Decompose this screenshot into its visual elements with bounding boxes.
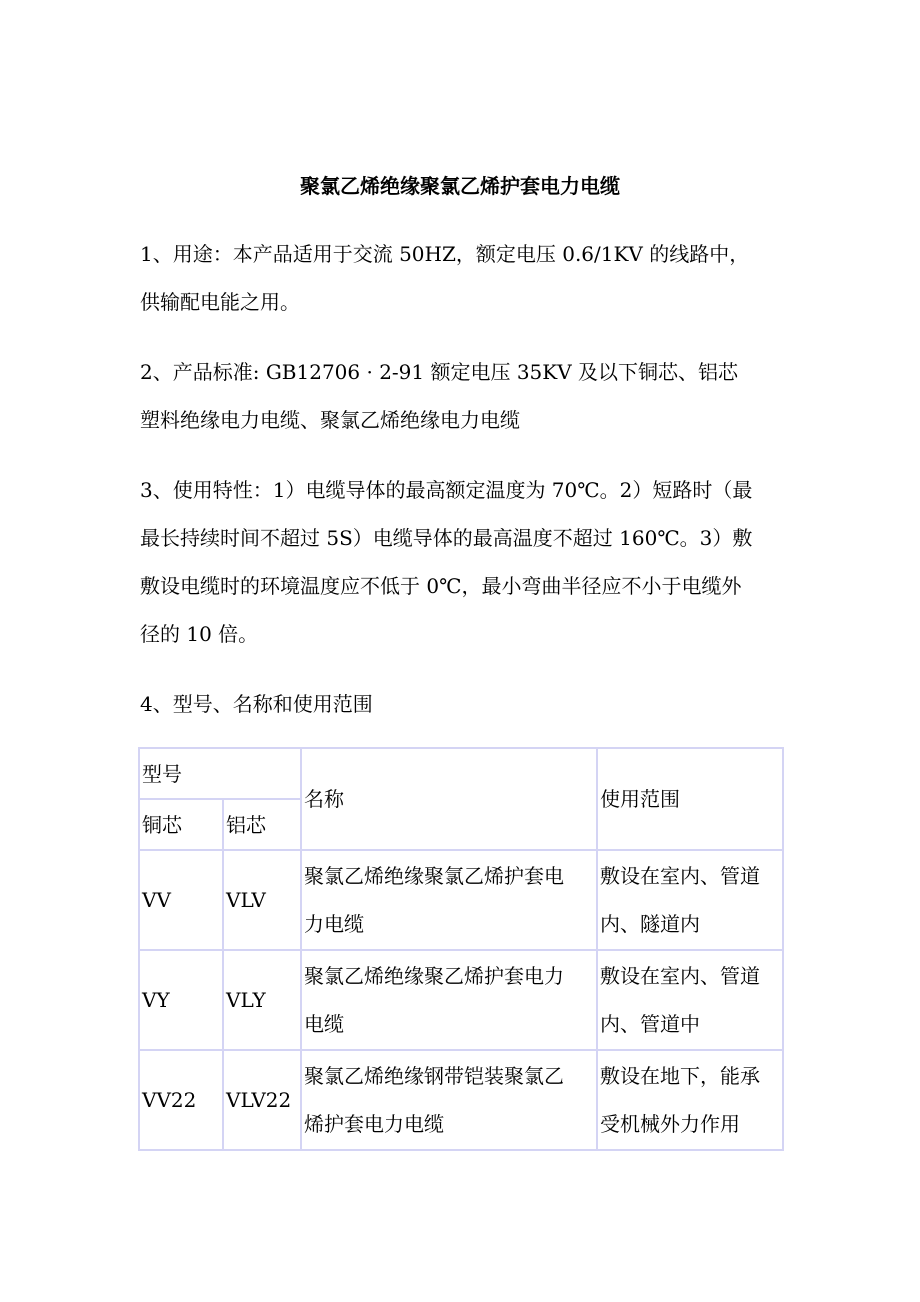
- scope-line: 敷设在室内、管道: [600, 964, 760, 988]
- scope-line: 受机械外力作用: [600, 1112, 740, 1136]
- scope-line: 内、管道中: [600, 1012, 700, 1036]
- name-line: 聚氯乙烯绝缘钢带铠装聚氯乙: [304, 1064, 564, 1088]
- para-1-line-2: 供输配电能之用。: [140, 290, 300, 314]
- para-3-line-3: 敷设电缆时的环境温度应不低于 0℃，最小弯曲半径应不小于电缆外: [140, 574, 742, 598]
- para-3-line-1: 3、使用特性：1）电缆导体的最高额定温度为 70℃。2）短路时（最: [140, 478, 753, 502]
- name-line: 烯护套电力电缆: [304, 1112, 444, 1136]
- scope-line: 内、隧道内: [600, 912, 700, 936]
- para-2-line-2: 塑料绝缘电力电缆、聚氯乙烯绝缘电力电缆: [140, 408, 520, 432]
- header-name: 名称: [301, 748, 597, 850]
- cell-name: [301, 950, 597, 1050]
- cell-aluminum: VLV22: [223, 1050, 301, 1150]
- cell-scope: [597, 1050, 783, 1150]
- cell-name: [301, 850, 597, 950]
- name-line: 力电缆: [304, 912, 364, 936]
- header-scope: 使用范围: [597, 748, 783, 850]
- para-4-line-1: 4、型号、名称和使用范围: [140, 692, 373, 716]
- cable-model-table: [138, 747, 784, 1151]
- para-1-line-1: 1、用途：本产品适用于交流 50HZ，额定电压 0.6/1KV 的线路中，: [140, 242, 750, 266]
- cell-scope: [597, 850, 783, 950]
- cell-copper: VY: [139, 950, 223, 1050]
- name-line: 聚氯乙烯绝缘聚氯乙烯护套电: [304, 864, 564, 888]
- name-line: 聚氯乙烯绝缘聚乙烯护套电力: [304, 964, 564, 988]
- cell-copper: VV22: [139, 1050, 223, 1150]
- document-title: 聚氯乙烯绝缘聚氯乙烯护套电力电缆: [300, 174, 620, 198]
- cell-aluminum: VLY: [223, 950, 301, 1050]
- table-row: [139, 1050, 783, 1150]
- para-2-line-1: 2、产品标准: GB12706 · 2-91 额定电压 35KV 及以下铜芯、铝芯: [140, 360, 739, 384]
- cell-scope: [597, 950, 783, 1050]
- para-3-line-2: 最长持续时间不超过 5S）电缆导体的最高温度不超过 160℃。3）敷: [140, 526, 753, 550]
- header-copper: 铜芯: [139, 799, 223, 850]
- name-line: 电缆: [304, 1012, 344, 1036]
- cell-aluminum: VLV: [223, 850, 301, 950]
- scope-line: 敷设在地下，能承: [600, 1064, 760, 1088]
- header-model: 型号: [139, 748, 301, 799]
- cell-name: [301, 1050, 597, 1150]
- para-3-line-4: 径的 10 倍。: [140, 622, 259, 646]
- table-row: [139, 850, 783, 950]
- scope-line: 敷设在室内、管道: [600, 864, 760, 888]
- cell-copper: VV: [139, 850, 223, 950]
- table-row: [139, 950, 783, 1050]
- header-aluminum: 铝芯: [223, 799, 301, 850]
